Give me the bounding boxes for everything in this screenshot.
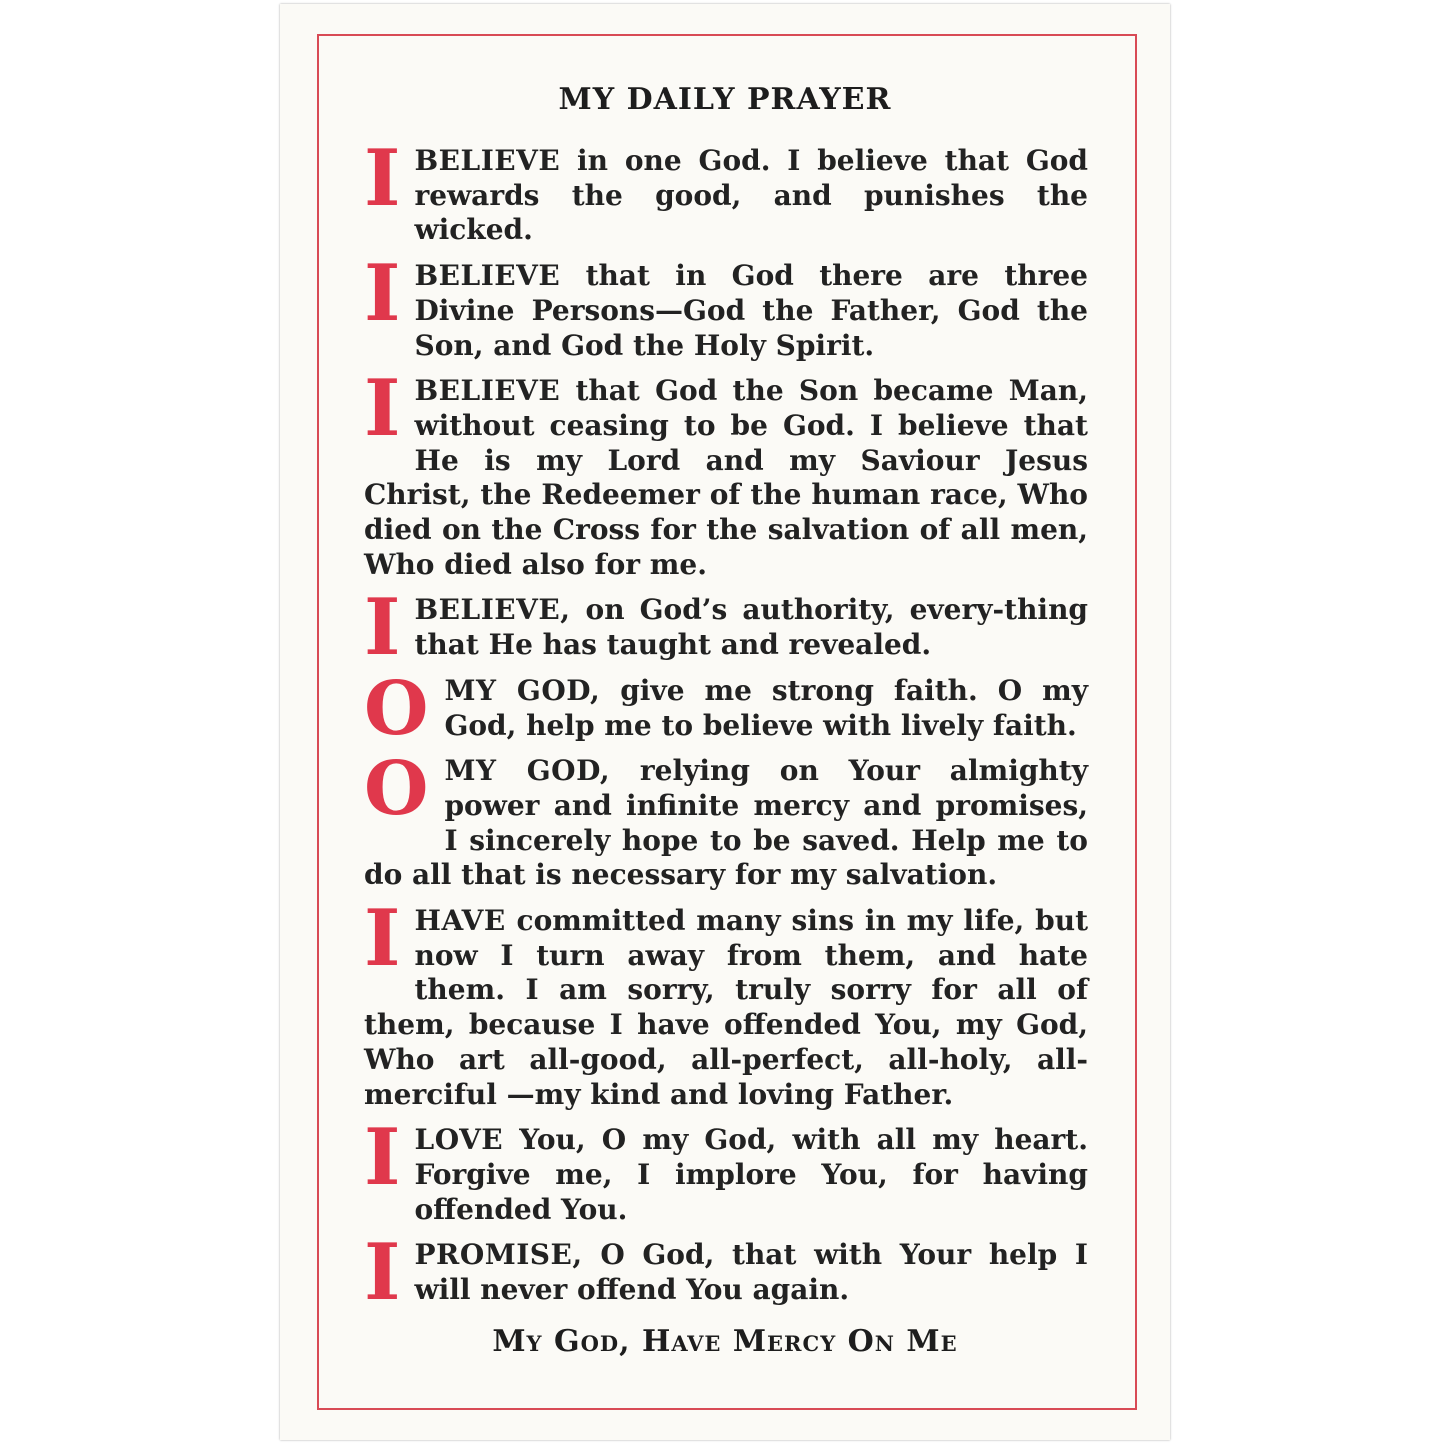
paragraph-text: in one God. I believe that God rewards the good, and punishes the wicked.	[414, 144, 1088, 247]
drop-cap-initial: I	[364, 893, 401, 985]
paragraph-lead: MY GOD,	[444, 754, 611, 788]
drop-cap-initial: O	[364, 746, 429, 833]
paragraph-text: on God’s authority, every-thing that He has taught and revealed.	[414, 593, 1088, 662]
paragraph-lead: LOVE	[414, 1123, 504, 1157]
paragraph-lead: BELIEVE	[414, 259, 561, 293]
paragraph-lead: PROMISE,	[414, 1238, 583, 1272]
prayer-title: MY DAILY PRAYER	[558, 82, 892, 117]
paragraph-lead: BELIEVE,	[414, 593, 571, 627]
prayer-paragraph	[364, 133, 1088, 248]
paragraph-text: give me strong faith. O my God, help me to believe with lively faith.	[444, 673, 1088, 742]
drop-cap-initial: I	[364, 133, 401, 224]
prayer-paragraph	[364, 1112, 1088, 1227]
drop-cap-initial: I	[364, 248, 401, 340]
paragraph-text: that in God there are three Divine Persons—God the Father, God the Son, and God the Holy Spirit.	[414, 259, 1088, 362]
prayer-paragraph	[364, 665, 1088, 752]
prayer-body	[364, 133, 1088, 1319]
paragraph-lead: HAVE	[414, 904, 506, 938]
prayer-paragraph	[364, 1227, 1088, 1319]
paragraph-lead: MY GOD,	[444, 673, 601, 707]
drop-cap-initial: O	[364, 665, 429, 752]
drop-cap-initial: I	[364, 363, 401, 455]
prayer-paragraph	[364, 248, 1088, 363]
prayer-paragraph	[364, 582, 1088, 674]
drop-cap-initial: I	[364, 1112, 401, 1204]
paragraph-text: committed many sins in my life, but now I turn away from them, and hate them. I am sorry, truly sorry for all of them, because I have offended You, my God, Who art all-good, all-perfect, all-holy, all-merciful —my kind and loving Father.	[364, 904, 1088, 1111]
paragraph-text: O God, that with Your help I will never offend You again.	[414, 1238, 1088, 1307]
paragraph-text: relying on Your almighty power and infinite mercy and promises, I sincerely hope to be saved. Help me to do all that is necessary for my salvation.	[364, 754, 1088, 892]
drop-cap-initial: I	[364, 1227, 401, 1319]
prayer-paragraph	[364, 363, 1088, 582]
closing-line: My God, Have Mercy On Me	[492, 1324, 958, 1359]
paragraph-text: You, O my God, with all my heart. Forgive me, I implore You, for having offended You.	[414, 1123, 1088, 1226]
prayer-paragraph	[364, 746, 1088, 893]
paragraph-lead: BELIEVE	[414, 144, 561, 177]
prayer-paragraph	[364, 893, 1088, 1112]
prayer-card	[280, 4, 1170, 1440]
paragraph-lead: BELIEVE	[414, 374, 561, 408]
paragraph-text: that God the Son became Man, without ceasing to be God. I believe that He is my Lord and my Saviour Jesus Christ, the Redeemer of the human race, Who died on the Cross for the salvation of all men, Who died also for me.	[364, 374, 1088, 581]
drop-cap-initial: I	[364, 582, 401, 674]
